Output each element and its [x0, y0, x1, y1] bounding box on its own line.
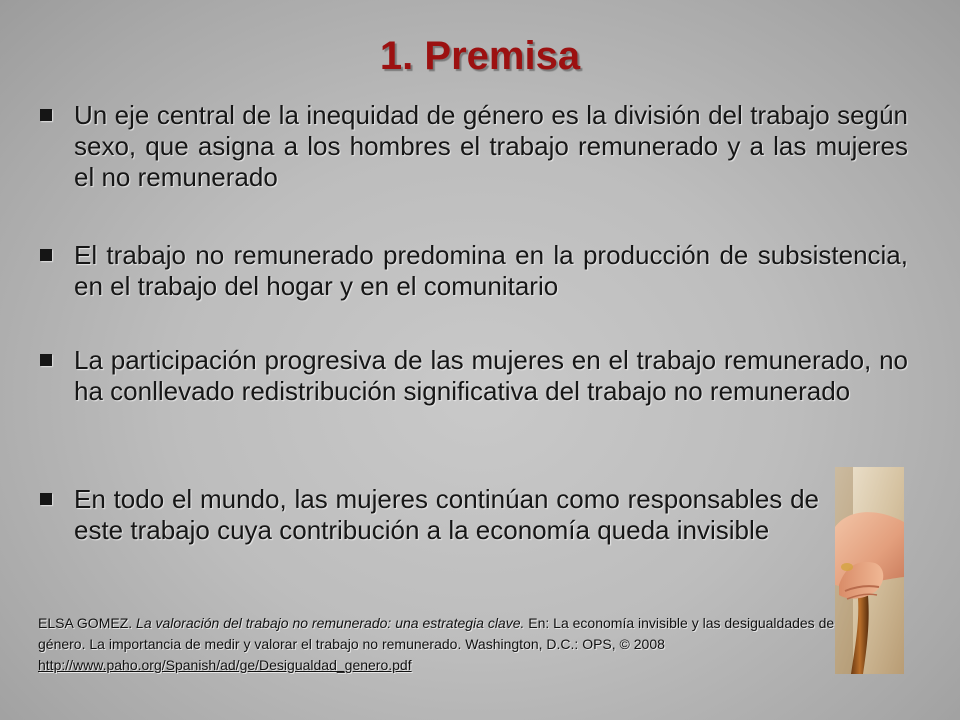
- bullet-text: Un eje central de la inequidad de género es la división del trabajo según sexo, que asigna a los hombres el trabajo remunerado y a las mujeres el no remunerado: [74, 100, 908, 192]
- bullet-item: [38, 484, 819, 546]
- square-bullet-icon: [40, 354, 52, 366]
- citation-work-title: La valoración del trabajo no remunerado: una estrategia clave.: [136, 615, 525, 631]
- citation-link[interactable]: http://www.paho.org/Spanish/ad/ge/Desigualdad_genero.pdf: [38, 657, 412, 673]
- hands-with-cane-photo: [835, 467, 904, 674]
- square-bullet-icon: [40, 109, 52, 121]
- bullet-item: [38, 100, 908, 193]
- bullet-text: La participación progresiva de las mujeres en el trabajo remunerado, no ha conllevado redistribución significativa del trabajo no remunerado: [74, 345, 908, 406]
- citation-details: En: La economía invisible y las desigualdades de género. La importancia de medir y valorar el trabajo no remunerado. Washington, D.C.: OPS, © 2008: [38, 615, 835, 652]
- bullet-item: [38, 345, 908, 407]
- bullet-text: El trabajo no remunerado predomina en la producción de subsistencia, en el trabajo del hogar y en el comunitario: [74, 240, 908, 301]
- square-bullet-icon: [40, 249, 52, 261]
- bullet-item: [38, 240, 908, 302]
- square-bullet-icon: [40, 493, 52, 505]
- citation-author: ELSA GOMEZ.: [38, 615, 133, 631]
- slide-title: 1. Premisa: [379, 34, 581, 78]
- citation: [38, 613, 838, 676]
- bullet-text: En todo el mundo, las mujeres continúan como responsables de este trabajo cuya contribución a la economía queda invisible: [74, 484, 819, 545]
